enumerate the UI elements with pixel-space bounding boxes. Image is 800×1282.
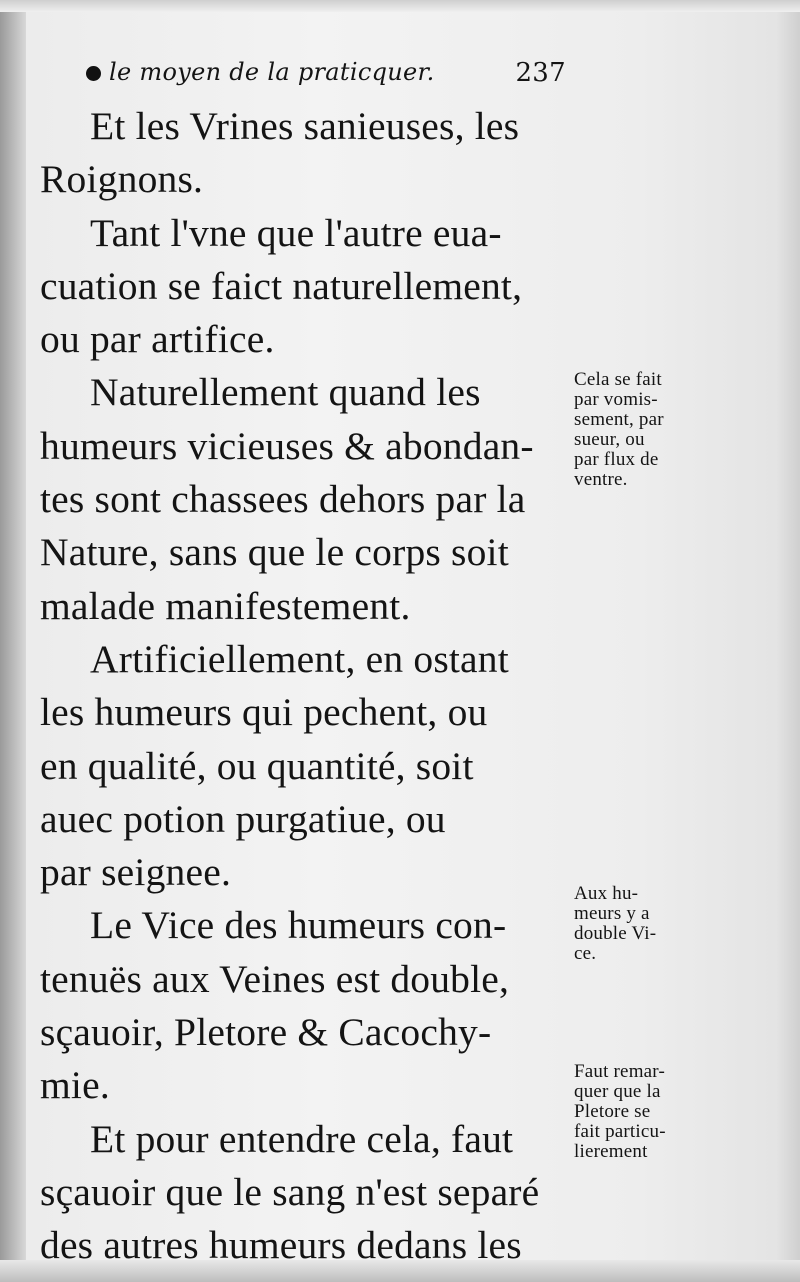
margin-note-line: meurs y a [574,903,650,924]
margin-note-line: ventre. [574,469,628,490]
running-head-title: le moyen de la praticquer. [109,58,435,86]
ornament-icon [86,66,101,81]
body-line: Naturellement quand les [90,370,481,415]
body-line: Artificiellement, en ostant [90,636,509,681]
margin-note-line: Pletore se [574,1101,651,1122]
body-line: Et les Vrines sanieuses, les [90,104,520,148]
body-line: tes sont chassees dehors par la [40,477,526,522]
margin-note-line: fait particu- [574,1121,666,1142]
body-line: Roignons. [40,157,204,202]
body-line: tenuës aux Veines est double, [40,956,510,1001]
margin-note-line: Aux hu- [574,883,639,904]
body-line: ou par artifice. [40,317,275,362]
body-text [40,100,560,1273]
body-line: Le Vice des humeurs con- [90,903,507,948]
body-line: des autres humeurs dedans les [40,1223,522,1268]
margin-note-line: quer que la [574,1081,661,1102]
body-line: Et pour entendre cela, faut [90,1116,514,1161]
running-head [86,58,566,98]
page-number: 237 [515,58,566,88]
margin-note-line: ce. [574,943,597,964]
body-line: les humeurs qui pechent, ou [40,690,488,735]
margin-note-line: lierement [574,1141,648,1162]
margin-note [574,1062,724,1162]
margin-note-line: sement, par [574,409,664,430]
body-line: sçauoir que le sang n'est separé [40,1169,540,1214]
margin-note [574,884,724,964]
margin-note-line: Faut remar- [574,1061,665,1082]
body-line: Tant l'vne que l'autre eua- [90,210,502,255]
margin-note-line: Cela se fait [574,369,662,390]
page-binding-edge [0,0,26,1282]
body-line: en qualité, ou quantité, soit [40,743,474,788]
body-line: par seignee. [40,850,232,895]
margin-note-line: par flux de [574,449,659,470]
body-line: malade manifestement. [40,583,411,628]
body-line: sçauoir, Pletore & Cacochy- [40,1010,492,1055]
margin-note-line: double Vi- [574,923,657,944]
margin-note-line: sueur, ou [574,429,645,450]
page-top-edge [0,0,800,12]
body-line: Nature, sans que le corps soit [40,530,509,575]
body-line: mie. [40,1063,110,1108]
body-line: humeurs vicieuses & abondan- [40,423,534,468]
margin-note-line: par vomis- [574,389,658,410]
body-line: cuation se faict naturellement, [40,263,523,308]
body-line: auec potion purgatiue, ou [40,796,446,841]
margin-note [574,370,724,490]
